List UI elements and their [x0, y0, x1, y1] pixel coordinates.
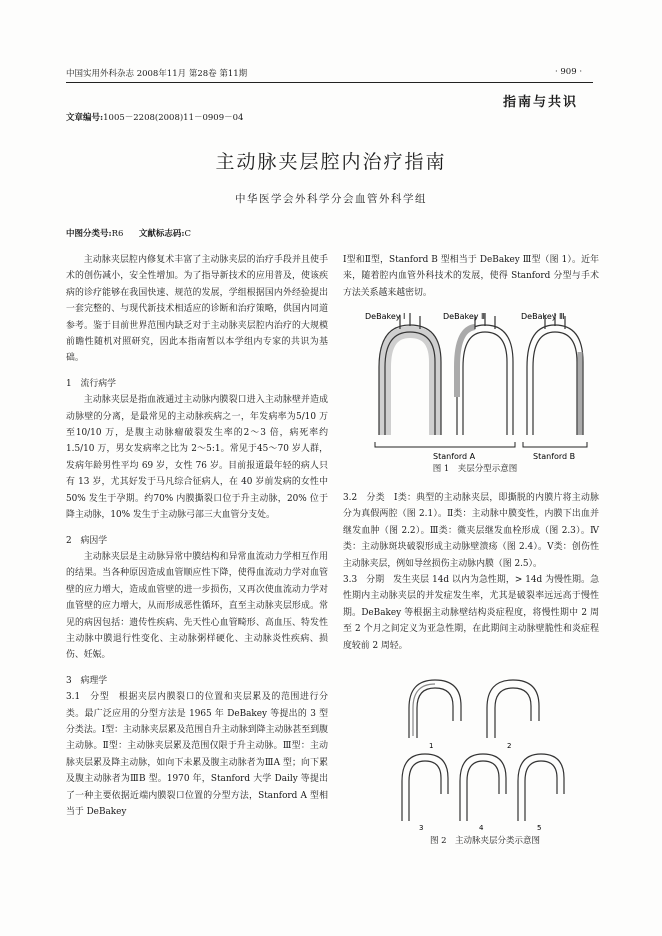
aorta-class-1-icon: [409, 680, 461, 738]
section-3-2-text: 3.2 分类 Ⅰ类：典型的主动脉夹层，即撕脱的内膜片将主动脉分为真假两腔（图 2.1）。Ⅱ类：主动脉中膜变性，内膜下出血并继发血肿（图 2.2）。Ⅲ类：微夹层继发血栓形成（图 2.3）。Ⅳ类：主动脉斑块破裂形成主动脉壁溃疡（图 2.4）。Ⅴ类：创伤性主动脉夹层，例如导丝损伤主动脉内膜（图 2.5）。: [343, 493, 599, 569]
left-column: [66, 252, 328, 820]
figure-1-drawing: [355, 307, 595, 477]
aorta-class-3-icon: [402, 754, 448, 821]
article-number-value: 1005－2208(2008)11－0909－04: [103, 113, 244, 123]
article-number-label: 文章编号:: [66, 113, 104, 123]
section-3-1-text: 3.1 分型 根据夹层内膜裂口的位置和夹层累及的范围进行分类。最广泛应用的分型方法是 1965 年 DeBakey 等提出的 3 型分类法。Ⅰ型：主动脉夹层累及范围自升主动脉到降主动脉甚至到腹主动脉。Ⅱ型：主动脉夹层累及范围仅限于升主动脉。Ⅲ型：主动脉夹层累及降主动脉，如向下未累及腹主动脉者为ⅢA 型；向下累及腹主动脉者为ⅢB 型。1970 年，Stanford 大学 Daily 等提出了一种主要依据近端内膜裂口位置的分型方法，Stanford A 型相当于 DeBakey: [66, 692, 328, 817]
aorta-type-3-icon: [527, 313, 583, 435]
article-authors: 中华医学会外科学分会血管外科学组: [235, 193, 427, 205]
section-3-3-text: 3.3 分期 发生夹层 14d 以内为急性期，> 14d 为慢性期。急性期内主动脉夹层的并发症发生率，尤其是破裂率远远高于慢性期。DeBakey 等根据主动脉壁结构炎症程度，将慢性期中 2 周至 2 个月之间定义为亚急性期，在此期间主动脉壁脆性和炎症程度较前 2 周轻。: [343, 575, 599, 651]
figure-2-drawing: [395, 676, 575, 831]
section-2-text: 主动脉夹层是主动脉异常中膜结构和异常血流动力学相互作用的结果。当各种原因造成血管顺应性下降，使得血流动力学对血管壁的应力增大，造成血管壁的进一步损伤，又再次使血流动力学对血管壁的应力增大，从而形成恶性循环，直至主动脉夹层形成。常见的病因包括：遗传性疾病、先天性心血管畸形、高血压、特发性主动脉中膜退行性变化、主动脉粥样硬化、主动脉炎性疾病、损伤、妊娠。: [66, 551, 328, 661]
figure-1-label-2: DeBakey Ⅱ: [443, 312, 485, 321]
intro-paragraph: 主动脉夹层腔内修复术丰富了主动脉夹层的治疗手段并且使手术的创伤减小，安全性增加。为了指导新技术的应用普及，使该疾病的诊疗能够在我国快速、规范的发展，学组根据国内外经验提出一套完整的、与现代新技术相适应的诊断和治疗策略，供国内同道参考。鉴于目前世界范围内缺乏对于主动脉夹层腔内治疗的大规模前瞻性随机对照研究，因此本指南暂以本学组内专家的共识为基础。: [66, 255, 328, 364]
doc-code-value: C: [184, 229, 192, 239]
figure-2-number-5: 5: [537, 824, 542, 831]
figure-2-number-1: 1: [429, 742, 434, 750]
journal-header: 中国实用外科杂志 2008年11月 第28卷 第11期: [66, 69, 248, 79]
stanford-brackets: [375, 442, 587, 447]
stanford-b-label: Stanford B: [533, 452, 576, 461]
aorta-class-5-icon: [518, 754, 564, 821]
right-column-body: [343, 490, 599, 654]
figure-2-caption: 图 2 主动脉夹层分类示意图: [429, 836, 541, 846]
header-rule: [66, 82, 593, 83]
figure-1-label-1: DeBakey Ⅰ: [365, 312, 406, 321]
section-1-heading: 1 流行病学: [66, 378, 117, 389]
section-label: 指南与共识: [503, 95, 579, 110]
stanford-a-label: Stanford A: [433, 452, 476, 461]
figure-1-caption: 图 1 夹层分型示意图: [432, 464, 518, 474]
figure-1: [355, 307, 595, 477]
class-label: 中图分类号:: [66, 229, 112, 239]
doc-code-label: 文献标志码:: [138, 229, 185, 239]
class-value: R6: [111, 229, 124, 239]
page-number: · 909 ·: [555, 67, 583, 77]
figure-1-label-3: DeBakey Ⅲ: [521, 312, 565, 321]
classification: [66, 227, 191, 239]
section-1-text: 主动脉夹层是指血液通过主动脉内膜裂口进入主动脉壁并造成动脉壁的分离，是最常见的主动脉疾病之一，年发病率为5/10 万至10/10 万，是腹主动脉瘤破裂发生率的2～3 倍，病死率约 1.5/10 万，男女发病率之比为 2～5:1。常见于45～70 岁人群，发病年龄男性平均 69 岁，女性 76 岁。目前报道最年轻的病人只有 13 岁，尤其好发于马凡综合征病人，在 40 岁前发病的女性中 50% 发生于孕期。约70% 内膜撕裂口位于升主动脉，20% 位于降主动脉，10% 发生于主动脉弓部三大血管分支处。: [66, 395, 328, 521]
figure-2-number-2: 2: [507, 742, 512, 750]
right-column-top: [343, 252, 599, 301]
aorta-class-4-icon: [460, 754, 506, 821]
aorta-type-1-icon: [379, 313, 441, 435]
article-title: 主动脉夹层腔内治疗指南: [215, 151, 447, 173]
right-top-paragraph: Ⅰ型和Ⅱ型，Stanford B 型相当于 DeBakey Ⅲ型（图 1）。近年来，随着腔内血管外科技术的发展，使得 Stanford 分型与手术方法关系越来越密切。: [343, 255, 599, 298]
article-number: [66, 111, 243, 123]
figure-2-number-3: 3: [419, 824, 424, 831]
figure-2: [395, 676, 575, 831]
section-2-heading: 2 病因学: [66, 535, 108, 546]
figure-2-number-4: 4: [479, 824, 484, 831]
section-3-heading: 3 病理学: [66, 675, 108, 686]
aorta-class-2-icon: [487, 680, 539, 738]
aorta-type-2-icon: [457, 313, 513, 435]
